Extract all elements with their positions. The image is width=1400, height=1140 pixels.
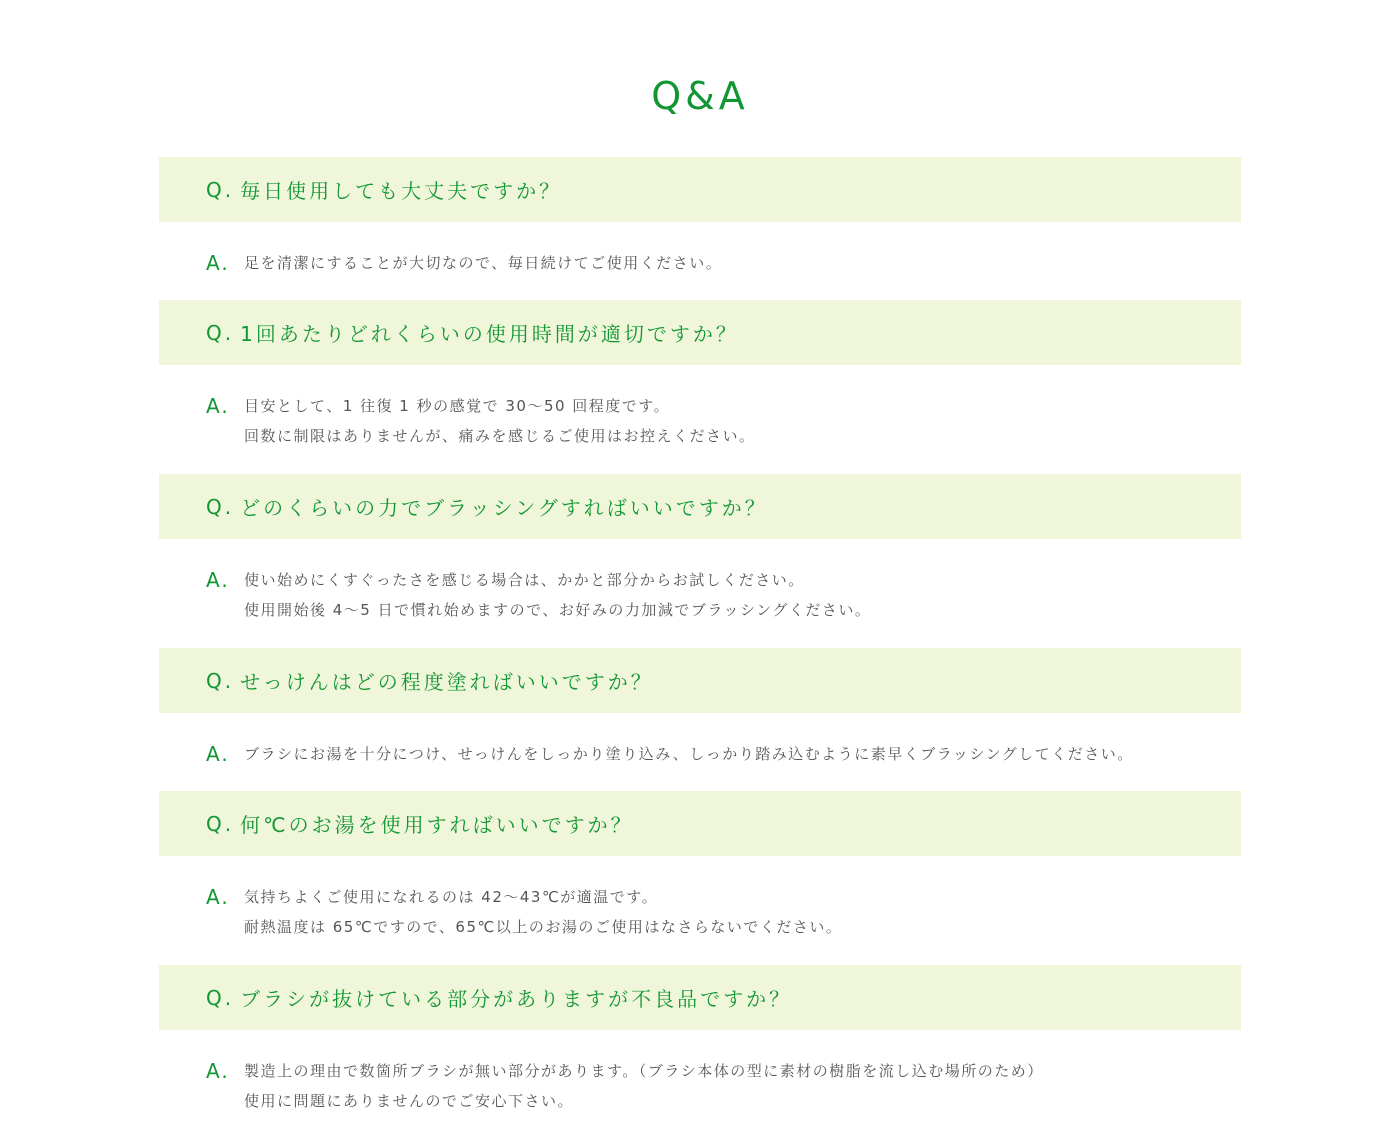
question-text: 1回あたりどれくらいの使用時間が適切ですか？: [240, 322, 739, 346]
question-heading: [159, 157, 1241, 222]
answer-line: 気持ちよくご使用になれるのは 42〜43℃が適温です。: [244, 888, 659, 906]
answer-prefix: A.: [206, 568, 230, 592]
answer-text: [244, 739, 1134, 769]
answer-line: 目安として、1 往復 1 秒の感覚で 30〜50 回程度です。: [244, 397, 671, 415]
question-heading: [159, 791, 1241, 856]
qa-item: [159, 157, 1241, 300]
answer-block: [159, 539, 1241, 625]
answer-line: 使い始めにくすぐったさを感じる場合は、かかと部分からお試しください。: [244, 571, 805, 589]
qa-item: [159, 965, 1241, 1139]
question-heading: [159, 300, 1241, 365]
answer-line: 回数に制限はありませんが、痛みを感じるご使用はお控えください。: [244, 427, 756, 445]
answer-text: [244, 391, 756, 451]
answer-block: [159, 222, 1241, 278]
answer-line: 製造上の理由で数箇所ブラシが無い部分があります。（ブラシ本体の型に素材の樹脂を流し込む場所のため）: [244, 1062, 1044, 1080]
qa-item: [159, 648, 1241, 791]
question-text: せっけんはどの程度塗ればいいですか？: [240, 670, 654, 694]
page-title: Q&A: [651, 74, 749, 118]
question-prefix: Q.: [206, 985, 235, 1010]
answer-block: [159, 1030, 1241, 1116]
answer-line: 使用に問題にありませんのでご安心下さい。: [244, 1092, 575, 1110]
question-heading: [159, 474, 1241, 539]
answer-line: 耐熱温度は 65℃ですので、65℃以上のお湯のご使用はなさらないでください。: [244, 918, 843, 936]
answer-block: [159, 856, 1241, 942]
answer-line: 足を清潔にすることが大切なので、毎日続けてご使用ください。: [244, 254, 723, 272]
question-heading: [159, 648, 1241, 713]
answer-line: 使用開始後 4〜5 日で慣れ始めますので、お好みの力加減でブラッシングください。: [244, 601, 872, 619]
question-prefix: Q.: [206, 494, 235, 519]
answer-prefix: A.: [206, 251, 230, 275]
answer-prefix: A.: [206, 742, 230, 766]
question-text: どのくらいの力でブラッシングすればいいですか？: [240, 496, 768, 520]
answer-prefix: A.: [206, 1059, 230, 1083]
question-text: 何℃のお湯を使用すればいいですか？: [240, 813, 634, 837]
question-prefix: Q.: [206, 320, 235, 345]
qa-item: [159, 791, 1241, 965]
answer-text: [244, 882, 842, 942]
qa-item: [159, 474, 1241, 648]
answer-block: [159, 713, 1241, 769]
answer-text: [244, 565, 871, 625]
qa-list: [159, 157, 1241, 1139]
answer-block: [159, 365, 1241, 451]
question-prefix: Q.: [206, 177, 235, 202]
question-prefix: Q.: [206, 668, 235, 693]
question-text: 毎日使用しても大丈夫ですか？: [240, 179, 563, 203]
answer-text: [244, 248, 722, 278]
answer-prefix: A.: [206, 394, 230, 418]
qa-item: [159, 300, 1241, 474]
answer-line: ブラシにお湯を十分につけ、せっけんをしっかり塗り込み、しっかり踏み込むように素早くブラッシングしてください。: [244, 745, 1134, 763]
answer-prefix: A.: [206, 885, 230, 909]
question-prefix: Q.: [206, 811, 235, 836]
question-text: ブラシが抜けている部分がありますが不良品ですか？: [240, 987, 793, 1011]
answer-text: [244, 1056, 1044, 1116]
question-heading: [159, 965, 1241, 1030]
